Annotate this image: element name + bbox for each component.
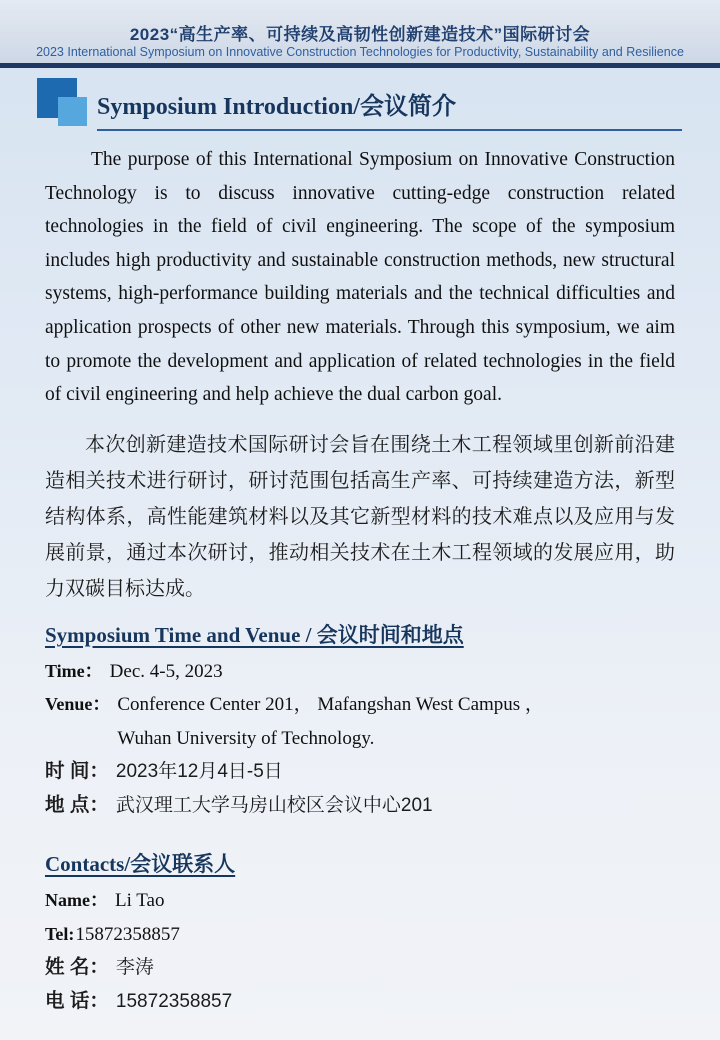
contact-name-row-chinese xyxy=(45,951,675,985)
page-header xyxy=(0,0,720,63)
contact-tel-label: Tel: xyxy=(45,923,75,944)
contact-name-value-chinese: 李涛 xyxy=(115,957,154,979)
venue-value-line2: Wuhan University of Technology. xyxy=(117,727,375,749)
contact-name-label-chinese: 姓 名： xyxy=(45,956,109,979)
decor-square-light-icon xyxy=(58,97,87,126)
contact-tel-value: 15872358857 xyxy=(75,923,180,945)
venue-value-chinese: 武汉理工大学马房山校区会议中心201 xyxy=(115,794,433,816)
header-title-chinese: 2023“高生产率、可持续及高韧性创新建造技术”国际研讨会 xyxy=(129,25,591,44)
time-label-chinese: 时 间： xyxy=(45,760,109,783)
venue-label: Venue： xyxy=(45,694,111,715)
venue-label-chinese: 地 点： xyxy=(45,793,109,816)
contact-tel-value-chinese: 15872358857 xyxy=(115,990,233,1012)
venue-value-line1: Conference Center 201， Mafangshan West Campus ， xyxy=(117,694,544,716)
section-heading-time-venue: Symposium Time and Venue / 会议时间和地点 xyxy=(45,622,464,647)
time-value: Dec. 4-5, 2023 xyxy=(109,660,223,682)
contact-tel-row xyxy=(45,918,675,952)
section-heading-introduction: Symposium Introduction/会议简介 xyxy=(97,68,682,131)
contact-tel-row-chinese xyxy=(45,985,675,1019)
venue-row xyxy=(45,688,675,755)
introduction-paragraph-english: The purpose of this International Symposium on Innovative Construction Technology is to discuss innovative cutting-edge construction related technologies in the field of civil engineering. The scope of the symposium includes high productivity and sustainable construction methods, new structural systems, high-performance building materials and the technical difficulties and application prospects of other new materials. Through this symposium, we aim to promote the development and application of related technologies in the field of civil engineering and help achieve the dual carbon goal. xyxy=(45,149,675,406)
contact-tel-label-chinese: 电 话： xyxy=(45,989,109,1012)
header-title-english: 2023 International Symposium on Innovative Construction Technologies for Productivity, Sustainability and Resilience xyxy=(36,45,684,59)
section-heading-contacts: Contacts/会议联系人 xyxy=(45,852,236,877)
introduction-paragraph-chinese: 本次创新建造技术国际研讨会旨在围绕土木工程领域里创新前沿建造相关技术进行研讨，研讨范围包括高生产率、可持续建造方法，新型结构体系，高性能建筑材料以及其它新型材料的技术难点以及应用与发展前景，通过本次研讨，推动相关技术在土木工程领域的发展应用，助力双碳目标达成。 xyxy=(45,433,675,600)
time-row xyxy=(45,655,675,689)
page-content xyxy=(0,68,720,1040)
contact-name-row xyxy=(45,884,675,918)
time-label: Time： xyxy=(45,660,103,681)
contact-name-value: Li Tao xyxy=(114,890,165,912)
venue-row-chinese xyxy=(45,789,675,823)
contact-name-label: Name： xyxy=(45,890,108,911)
time-row-chinese xyxy=(45,755,675,789)
time-value-chinese: 2023年12月4日-5日 xyxy=(115,761,283,783)
